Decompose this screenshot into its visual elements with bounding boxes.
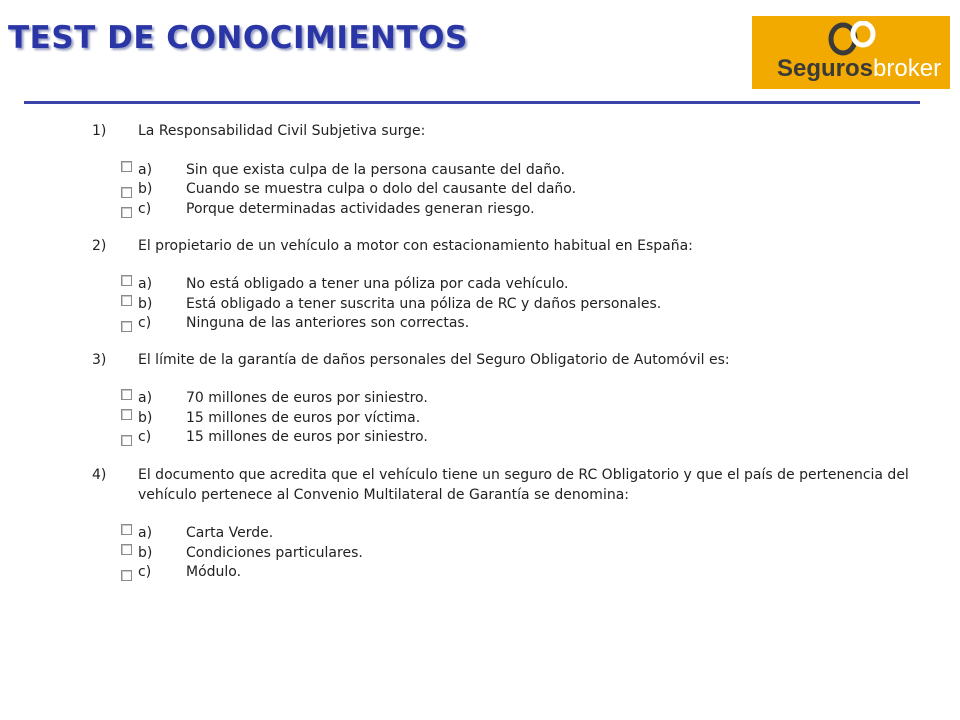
option-text: Porque determinadas actividades generan riesgo. bbox=[186, 201, 535, 217]
answer-option[interactable] bbox=[120, 521, 840, 543]
question-number: 3) bbox=[92, 352, 107, 368]
question-number: 1) bbox=[92, 123, 107, 139]
answer-checkbox[interactable] bbox=[121, 435, 132, 446]
answer-option[interactable] bbox=[120, 197, 840, 219]
option-letter: a) bbox=[138, 525, 153, 541]
option-text: No está obligado a tener una póliza por cada vehículo. bbox=[186, 276, 569, 292]
option-letter: b) bbox=[138, 181, 153, 197]
answer-option[interactable] bbox=[120, 386, 840, 408]
segurosbroker-logo bbox=[752, 16, 950, 89]
question-text: El límite de la garantía de daños personales del Seguro Obligatorio de Automóvil es: bbox=[138, 352, 730, 368]
answer-checkbox[interactable] bbox=[121, 570, 132, 581]
answer-checkbox[interactable] bbox=[121, 275, 132, 286]
option-letter: c) bbox=[138, 564, 152, 580]
option-text: Está obligado a tener suscrita una póliza de RC y daños personales. bbox=[186, 296, 662, 312]
question-text: La Responsabilidad Civil Subjetiva surge: bbox=[138, 123, 426, 139]
answer-checkbox[interactable] bbox=[121, 295, 132, 306]
option-text: Módulo. bbox=[186, 564, 242, 580]
option-text: Cuando se muestra culpa o dolo del causante del daño. bbox=[186, 181, 577, 197]
header-divider bbox=[24, 101, 920, 104]
answer-option[interactable] bbox=[120, 177, 840, 199]
answer-checkbox[interactable] bbox=[121, 321, 132, 332]
option-letter: b) bbox=[138, 545, 153, 561]
answer-checkbox[interactable] bbox=[121, 389, 132, 400]
option-letter: c) bbox=[138, 201, 152, 217]
answer-option[interactable] bbox=[120, 272, 840, 294]
option-text: Carta Verde. bbox=[186, 525, 274, 541]
option-letter: b) bbox=[138, 410, 153, 426]
question-text: El propietario de un vehículo a motor con estacionamiento habitual en España: bbox=[138, 238, 693, 254]
logo-mark-icon bbox=[826, 21, 880, 59]
option-text: 70 millones de euros por siniestro. bbox=[186, 390, 428, 406]
answer-option[interactable] bbox=[120, 311, 840, 333]
answer-checkbox[interactable] bbox=[121, 161, 132, 172]
page-title: TEST DE CONOCIMIENTOS bbox=[8, 20, 468, 56]
answer-checkbox[interactable] bbox=[121, 409, 132, 420]
answer-checkbox[interactable] bbox=[121, 524, 132, 535]
question-number: 2) bbox=[92, 238, 107, 254]
option-letter: b) bbox=[138, 296, 153, 312]
question-text: El documento que acredita que el vehículo tiene un seguro de RC Obligatorio y que el país de pertenencia del vehículo pertenece al Convenio Multilateral de Garantía se denomina: bbox=[138, 467, 909, 503]
answer-option[interactable] bbox=[120, 560, 840, 582]
option-text: 15 millones de euros por víctima. bbox=[186, 410, 421, 426]
answer-option[interactable] bbox=[120, 425, 840, 447]
option-letter: a) bbox=[138, 390, 153, 406]
answer-checkbox[interactable] bbox=[121, 544, 132, 555]
option-text: Sin que exista culpa de la persona causante del daño. bbox=[186, 162, 565, 178]
option-text: 15 millones de euros por siniestro. bbox=[186, 429, 428, 445]
option-letter: a) bbox=[138, 162, 153, 178]
option-letter: c) bbox=[138, 429, 152, 445]
logo-wordmark: Segurosbroker bbox=[777, 55, 942, 82]
option-letter: a) bbox=[138, 276, 153, 292]
option-text: Ninguna de las anteriores son correctas. bbox=[186, 315, 470, 331]
option-text: Condiciones particulares. bbox=[186, 545, 363, 561]
question-number: 4) bbox=[92, 467, 107, 483]
answer-checkbox[interactable] bbox=[121, 207, 132, 218]
option-letter: c) bbox=[138, 315, 152, 331]
